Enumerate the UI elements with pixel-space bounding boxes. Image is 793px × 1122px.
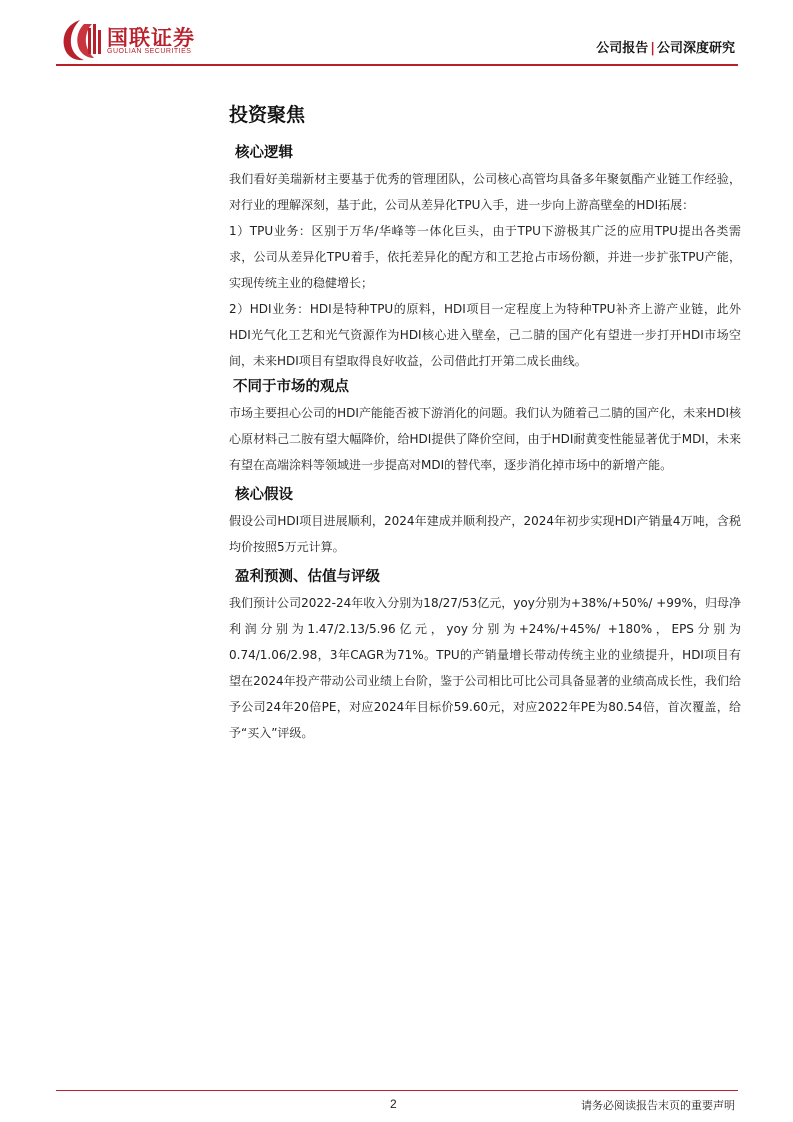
report-type: 公司报告: [596, 41, 649, 56]
paragraph: 我们看好美瑞新材主要基于优秀的管理团队，公司核心高管均具备多年聚氨酯产业链工作经验，对行业的理解深刻，基于此，公司从差异化TPU入手，进一步向上游高壁垒的HDI拓展：: [229, 172, 741, 212]
header-separator: |: [650, 41, 655, 56]
company-logo: [58, 18, 208, 62]
page-number: 2: [390, 1097, 397, 1111]
footer-disclaimer: 请务必阅读报告末页的重要声明: [581, 1099, 735, 1112]
paragraph: 1）TPU业务：区别于万华/华峰等一体化巨头，由于TPU下游极其广泛的应用TPU提出各类需求，公司从差异化TPU着手，依托差异化的配方和工艺抢占市场份额，并进一步扩张TPU产能，实现传统主业的稳健增长；: [229, 224, 741, 290]
section-core-assumptions: [229, 482, 741, 560]
section-title: 核心逻辑: [235, 145, 293, 161]
section-differentiated-view: [229, 374, 741, 478]
page-title: 投资聚焦: [229, 104, 306, 126]
paragraph: 市场主要担心公司的HDI产能能否被下游消化的问题。我们认为随着己二腈的国产化，未来HDI核心原材料己二胺有望大幅降价，给HDI提供了降价空间，由于HDI耐黄变性能显著优于MDI，未来有望在高端涂料等领域进一步提高对MDI的替代率，逐步消化掉市场中的新增产能。: [229, 406, 741, 472]
report-category: [596, 37, 735, 56]
paragraph: 2）HDI业务：HDI是特种TPU的原料，HDI项目一定程度上为特种TPU补齐上游产业链，此外HDI光气化工艺和光气资源作为HDI核心进入壁垒，己二腈的国产化有望进一步打开HDI市场空间，未来HDI项目有望取得良好收益，公司借此打开第二成长曲线。: [229, 302, 741, 368]
section-title: 盈利预测、估值与评级: [235, 569, 380, 585]
page-header: [0, 0, 793, 66]
paragraph: 假设公司HDI项目进展顺利，2024年建成并顺利投产，2024年初步实现HDI产销量4万吨，含税均价按照5万元计算。: [229, 514, 741, 554]
header-divider: [56, 64, 738, 66]
logo-text-en: GUOLIAN SECURITIES: [107, 48, 192, 55]
section-title: 不同于市场的观点: [233, 379, 349, 395]
paragraph: 我们预计公司2022-24年收入分别为18/27/53亿元，yoy分别为+38%/+50%/ +99%，归母净利润分别为1.47/2.13/5.96亿元，yoy分别为+24%/+45%/ +180%，EPS分别为0.74/1.06/2.98，3年CAGR为71%。TPU的产销量增长带动传统主业的业绩提升，HDI项目有望在2024年投产带动公司业绩上台阶，鉴于公司相比可比公司具备显著的业绩高成长性，我们给予公司24年20倍PE，对应2024年目标价59.60元，对应2022年PE为80.54倍，首次覆盖，给予“买入”评级。: [229, 596, 741, 740]
report-subtype: 公司深度研究: [656, 41, 735, 56]
logo-mark-icon: [58, 18, 104, 62]
footer-divider: [56, 1090, 738, 1091]
section-core-logic: [229, 140, 741, 374]
report-body: [229, 100, 741, 746]
logo-text-cn: 国联证券: [107, 26, 195, 50]
section-title: 核心假设: [235, 487, 293, 503]
section-earnings-forecast: [229, 564, 741, 746]
